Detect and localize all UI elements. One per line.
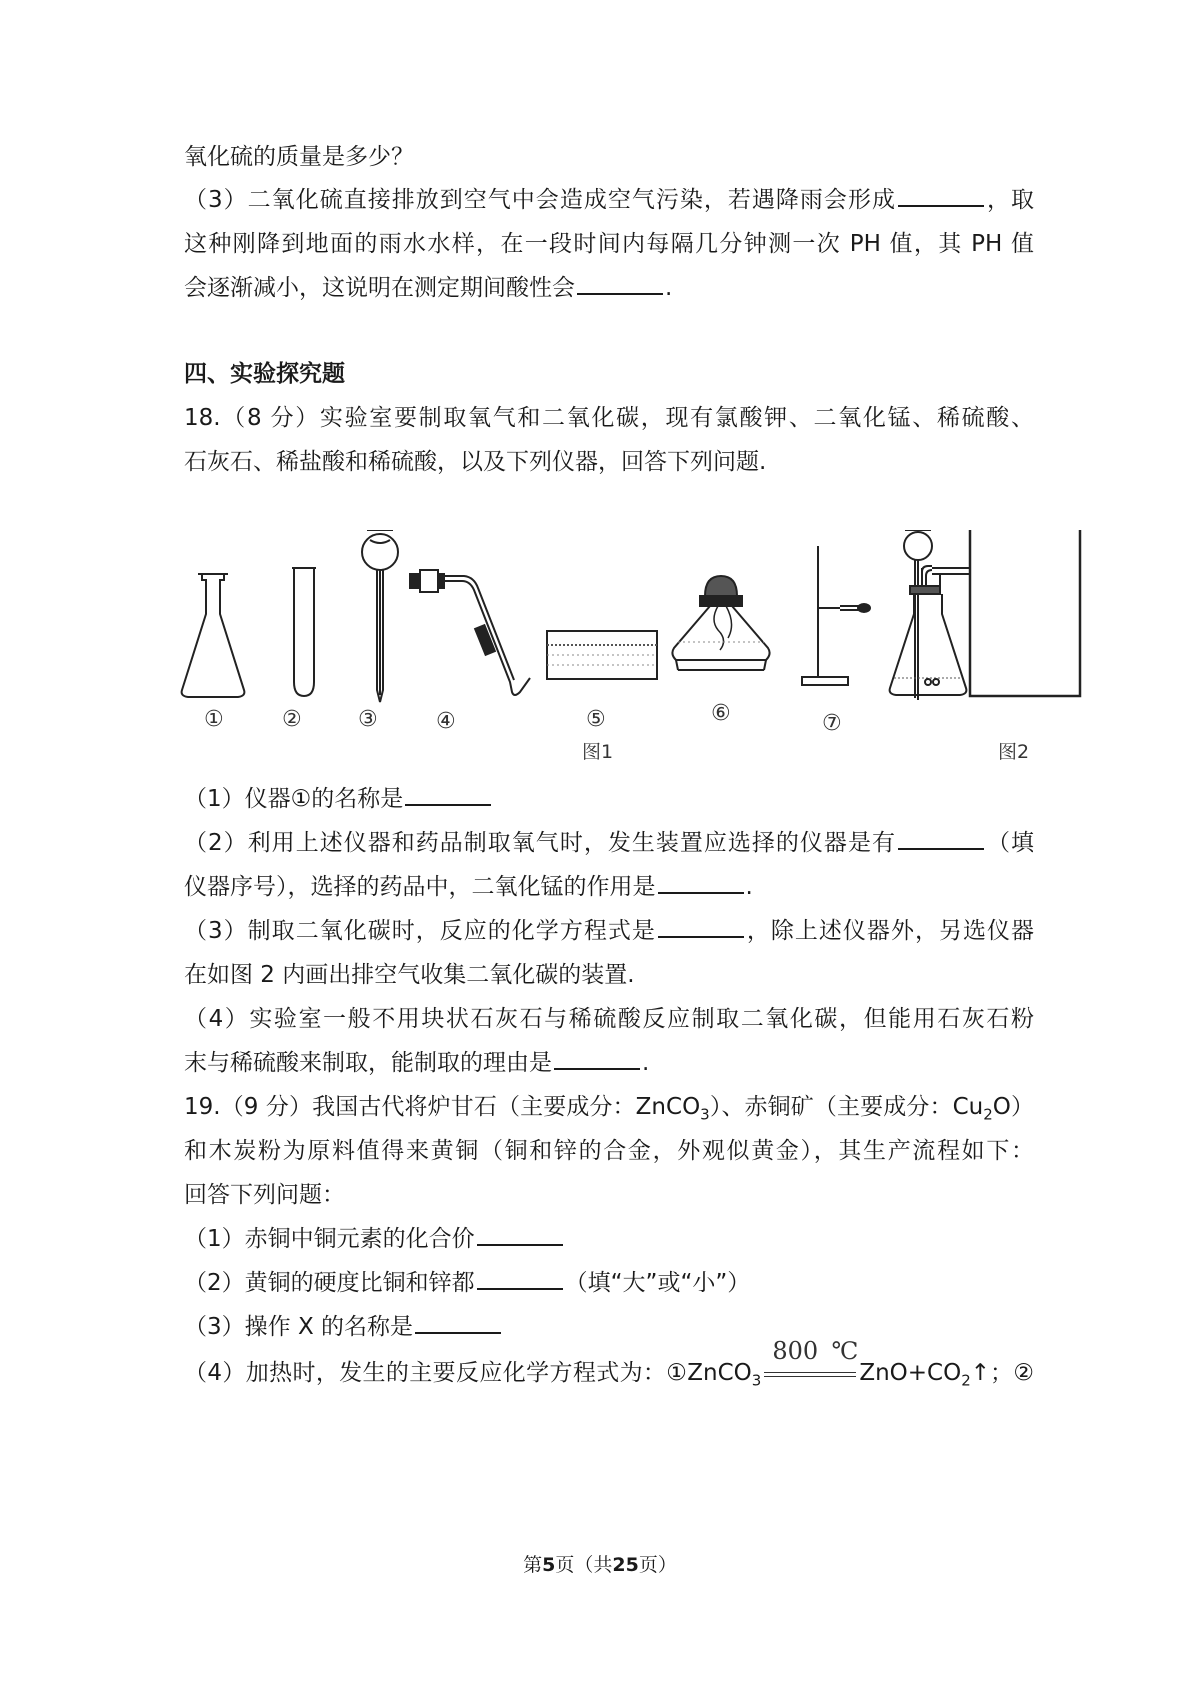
q17-part3-line3: 会逐渐减小，这说明在测定期间酸性会 . (184, 275, 673, 301)
figure1-caption: 图1 (582, 741, 614, 763)
answer-blank (898, 185, 984, 207)
q19-part1: （1）赤铜中铜元素的化合价 (184, 1222, 1034, 1256)
label-4: ④ (436, 709, 456, 734)
q18-stem-line1: 18.（8 分）实验室要制取氧气和二氧化碳，现有氯酸钾、二氧化锰、稀硫酸、 (184, 405, 1034, 431)
q18-part3-line1: （3）制取二氧化碳时，反应的化学方程式是 ，除上述仪器外，另选仪器 (184, 918, 1034, 944)
section-heading: 四、实验探究题 (184, 361, 345, 387)
answer-blank (658, 916, 744, 938)
answer-blank (415, 1312, 501, 1334)
label-7: ⑦ (822, 711, 842, 736)
q18-part1: （1）仪器①的名称是 (184, 782, 1034, 816)
label-6: ⑥ (711, 701, 731, 726)
q19-part3: （3）操作 X 的名称是 (184, 1310, 1034, 1344)
answer-blank (658, 872, 744, 894)
iron-stand-icon (802, 546, 870, 685)
q19-part4: （4）加热时，发生的主要反应化学方程式为：①ZnCO$_3$ 800℃ $ZnO+CO_2↑$；② (184, 1337, 1035, 1390)
figure2-caption: 图2 (998, 741, 1030, 763)
label-3: ③ (358, 707, 378, 732)
q18-part3-line2: 在如图 2 内画出排空气收集二氧化碳的装置. (184, 962, 635, 988)
q19-part2: （2）黄铜的硬度比铜和锌都 （填“大”或“小”） (184, 1270, 751, 1296)
q17-part3-line1: （3）二氧化硫直接排放到空气中会造成空气污染，若遇降雨会形成 ，取 (184, 187, 1035, 213)
q18-part2-line2: 仪器序号），选择的药品中，二氧化锰的作用是 . (184, 874, 753, 900)
label-1: ① (204, 707, 224, 732)
q19-stem-line3: 回答下列问题： (184, 1182, 345, 1208)
label-5: ⑤ (586, 707, 606, 732)
test-tube-icon (292, 568, 316, 696)
water-trough-icon (547, 631, 657, 679)
separatory-funnel-icon (362, 530, 398, 702)
drawing-box-figure2 (970, 530, 1080, 696)
q19-stem-line2: 和木炭粉为原料值得来黄铜（铜和锌的合金，外观似黄金），其生产流程如下： (184, 1138, 1034, 1164)
q18-stem-line2: 石灰石、稀盐酸和稀硫酸，以及下列仪器，回答下列问题. (184, 449, 767, 475)
gas-generator-icon (890, 530, 970, 700)
q19-stem-line1: 19.（9 分）我国古代将炉甘石（主要成分：ZnCO$_3$）、赤铜矿（主要成分：$Cu_2O$） (184, 1094, 1034, 1124)
apparatus-figure (180, 530, 1120, 780)
label-2: ② (282, 707, 302, 732)
q17-continuation: 氧化硫的质量是多少？ (184, 144, 414, 170)
alcohol-lamp-icon (672, 576, 769, 670)
page-footer: 第5页（共25页） (523, 1554, 677, 1576)
conical-flask-icon (182, 574, 245, 697)
q18-part4-line2: 末与稀硫酸来制取，能制取的理由是 . (184, 1050, 650, 1076)
q18-part4-line1: （4）实验室一般不用块状石灰石与稀硫酸反应制取二氧化碳，但能用石灰石粉 (184, 1006, 1034, 1032)
answer-blank (477, 1268, 563, 1290)
answer-blank (898, 828, 984, 850)
q17-part3-line2: 这种刚降到地面的雨水水样，在一段时间内每隔几分钟测一次 PH 值，其 PH 值 (184, 231, 1034, 257)
answer-blank (554, 1048, 640, 1070)
stopper-tube-icon (410, 570, 530, 695)
answer-blank (405, 784, 491, 806)
reaction-condition: 800℃ (762, 1356, 858, 1390)
q18-part2-line1: （2）利用上述仪器和药品制取氧气时，发生装置应选择的仪器是有 （填 (184, 830, 1035, 856)
answer-blank (477, 1224, 563, 1246)
answer-blank (577, 273, 663, 295)
